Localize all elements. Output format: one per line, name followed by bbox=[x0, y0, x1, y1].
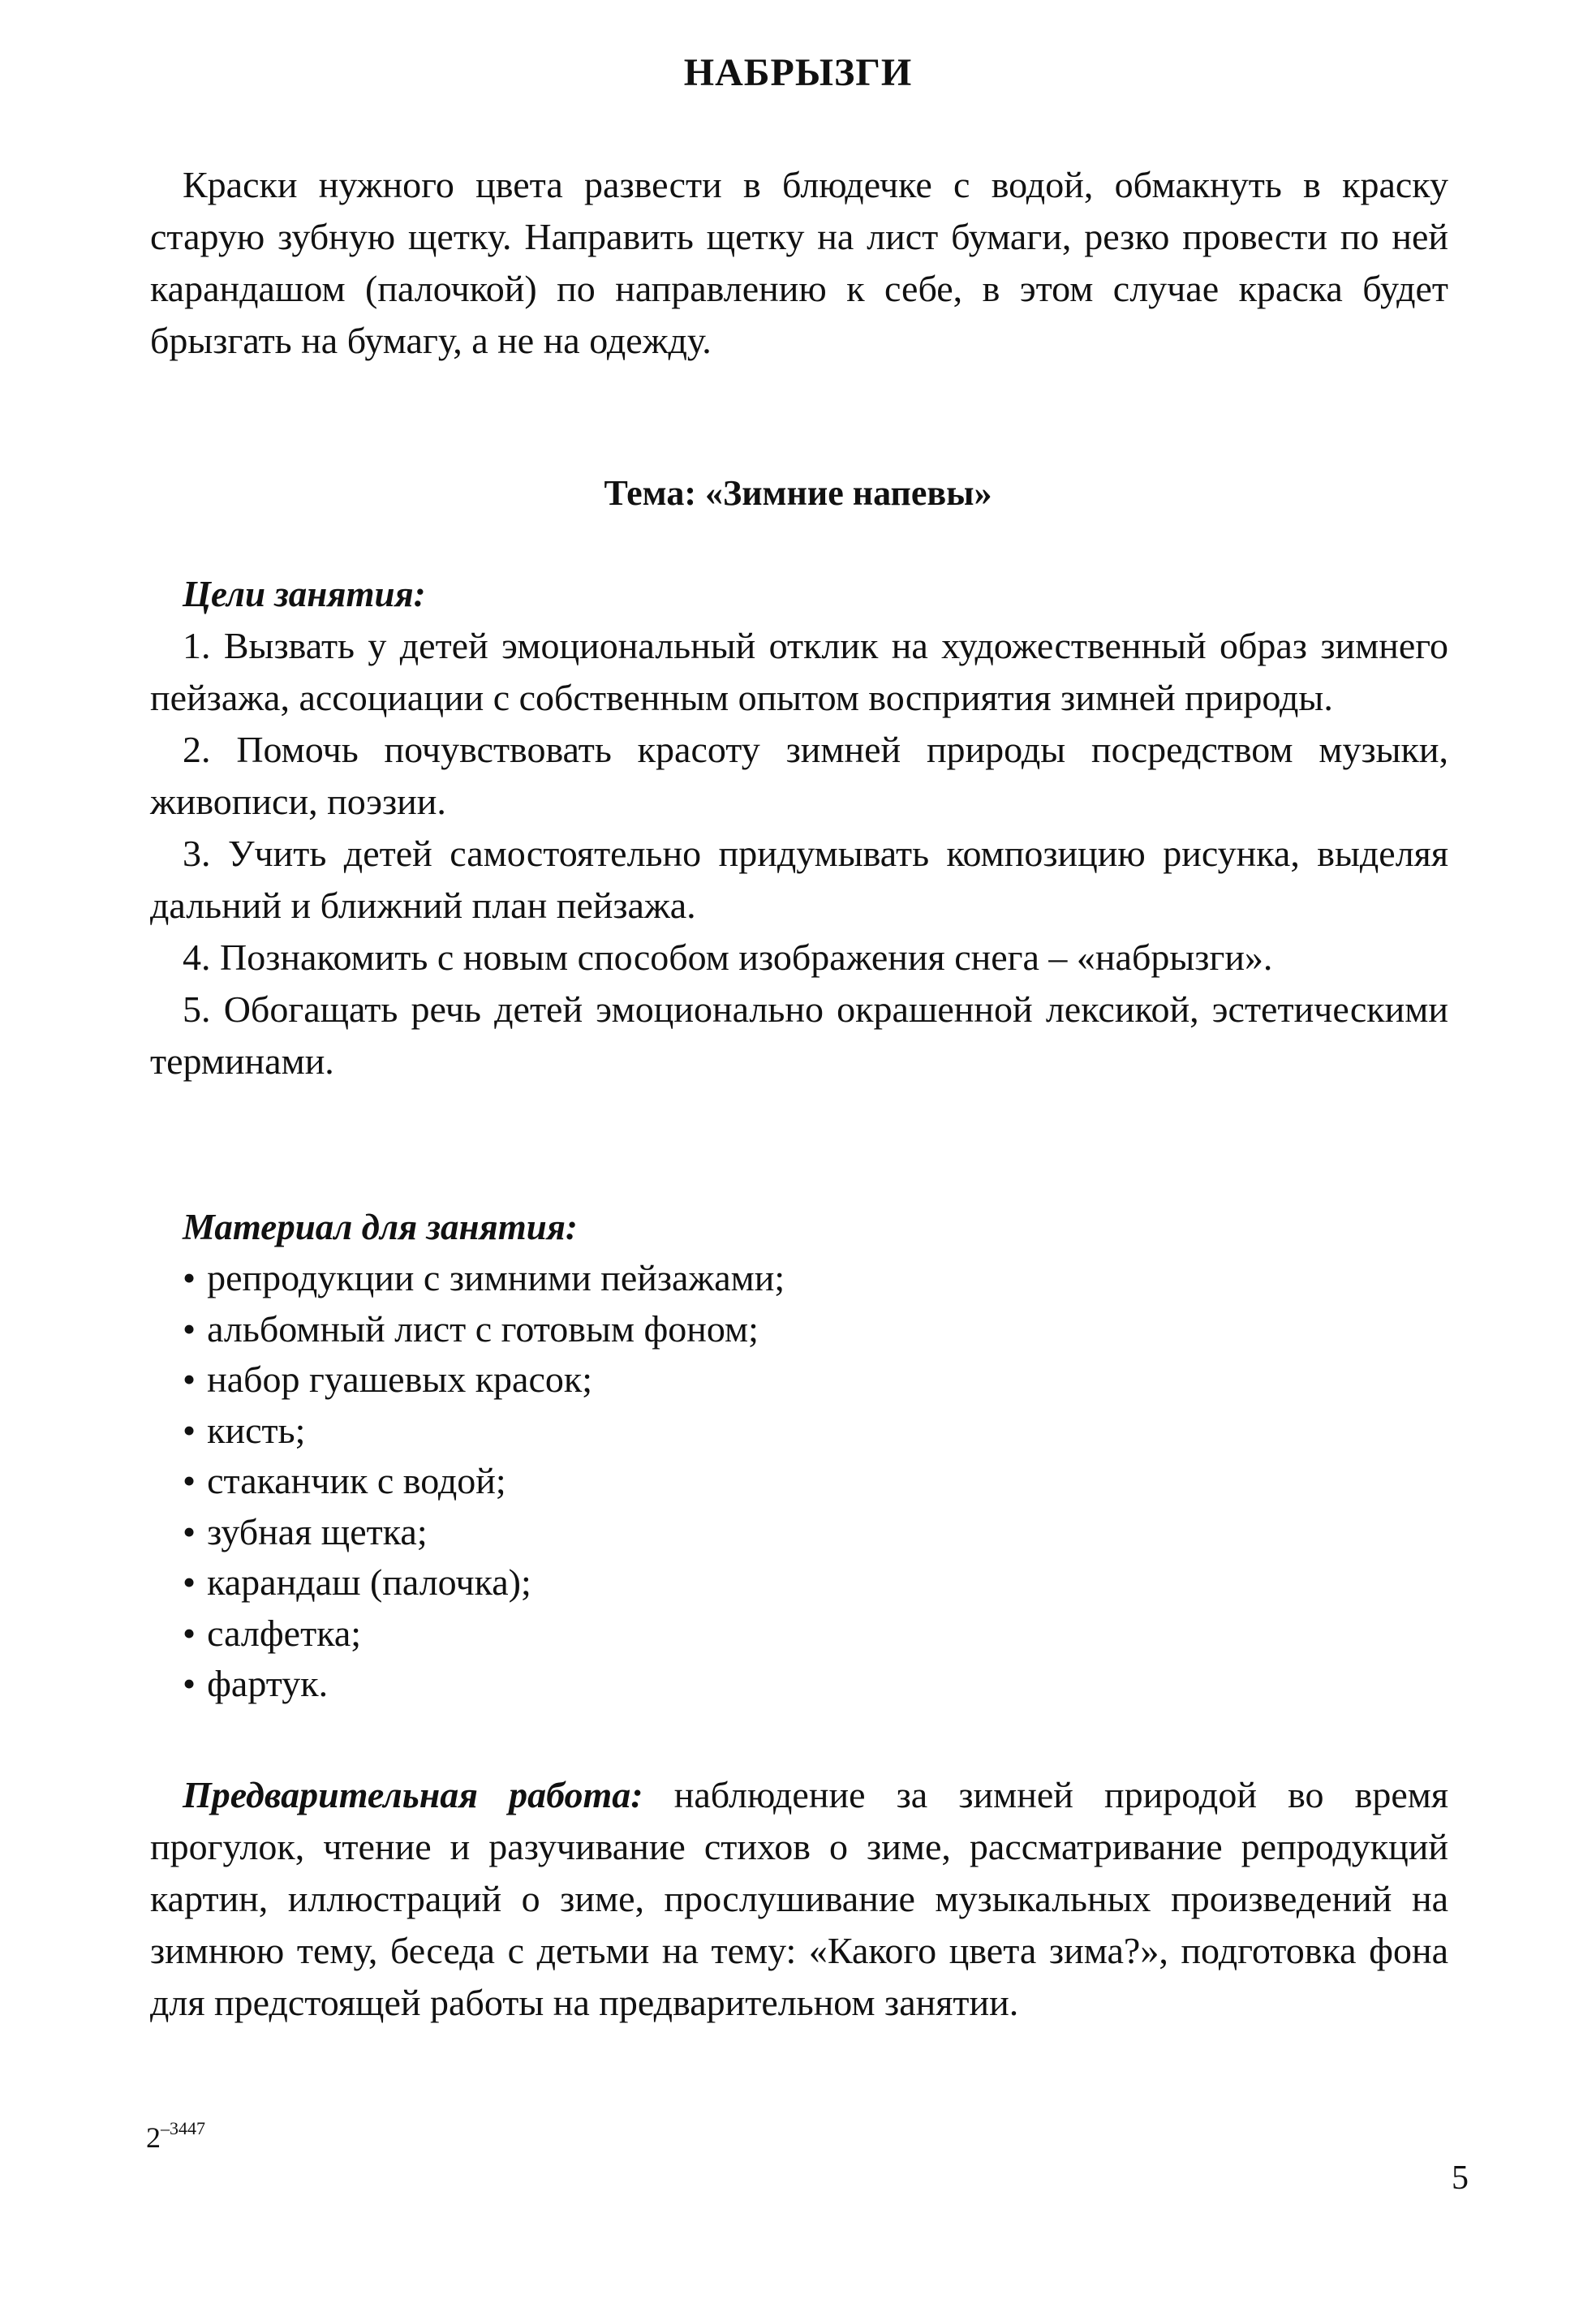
preliminary-label: Предварительная работа: bbox=[183, 1774, 643, 1815]
signature-number: 2 bbox=[146, 2121, 161, 2154]
list-item bbox=[150, 1354, 1448, 1406]
list-item-text: карандаш (палочка); bbox=[207, 1561, 531, 1603]
signature-code: –3447 bbox=[161, 2118, 205, 2138]
bullet-icon: • bbox=[183, 1460, 196, 1501]
list-item bbox=[150, 1659, 1448, 1710]
intro-paragraph: Краски нужного цвета развести в блюдечке с водой, обмакнуть в краску старую зубную щетку. Направить щетку на лист бумаги, резко провести по ней карандашом (палочкой) по направлению к себе, в этом случае краска будет брызгать на бумагу, а не на одежду. bbox=[150, 164, 1448, 361]
goals-label: Цели занятия: bbox=[183, 574, 426, 614]
bullet-icon: • bbox=[183, 1561, 196, 1603]
list-item bbox=[150, 1406, 1448, 1457]
list-item bbox=[150, 1253, 1448, 1304]
goal-item: 4. Познакомить с новым способом изображения снега – «набрызги». bbox=[183, 937, 1273, 978]
list-item-text: салфетка; bbox=[207, 1612, 362, 1654]
list-item-text: кисть; bbox=[207, 1409, 306, 1451]
list-item-text: репродукции с зимними пейзажами; bbox=[207, 1257, 785, 1298]
list-item-text: фартук. bbox=[207, 1663, 329, 1704]
preliminary-paragraph bbox=[150, 1769, 1448, 2029]
goal-item: 3. Учить детей самостоятельно придумывать композицию рисунка, выделяя дальний и ближний план пейзажа. bbox=[150, 833, 1448, 926]
list-item bbox=[150, 1608, 1448, 1660]
goal-item: 5. Обогащать речь детей эмоционально окрашенной лексикой, эстетическими терминами. bbox=[150, 988, 1448, 1082]
preliminary-text: наблюдение за зимней природой во время прогулок, чтение и разучивание стихов о зиме, рассматривание репродукций картин, иллюстраций о зиме, прослушивание музыкальных произведений на зимнюю тему, беседа с детьми на тему: «Какого цвета зима?», подготовка фона для предстоящей работы на предварительном занятии. bbox=[150, 1774, 1449, 2023]
topic-heading: Тема: «Зимние напевы» bbox=[604, 473, 992, 513]
materials-list bbox=[150, 1253, 1448, 1710]
goal-item: 1. Вызвать у детей эмоциональный отклик на художественный образ зимнего пейзажа, ассоциации с собственным опытом восприятия зимней природы. bbox=[150, 625, 1448, 718]
materials-label: Материал для занятия: bbox=[183, 1207, 578, 1247]
bullet-icon: • bbox=[183, 1663, 196, 1704]
list-item-text: стаканчик с водой; bbox=[207, 1460, 506, 1501]
page-number: 5 bbox=[1452, 2159, 1469, 2197]
intro-section bbox=[150, 159, 1448, 367]
bullet-icon: • bbox=[183, 1612, 196, 1654]
list-item bbox=[150, 1456, 1448, 1507]
materials-section bbox=[150, 1201, 1448, 1710]
bullet-icon: • bbox=[183, 1409, 196, 1451]
bullet-icon: • bbox=[183, 1307, 196, 1350]
list-item bbox=[150, 1507, 1448, 1558]
preliminary-section bbox=[150, 1769, 1448, 2029]
bullet-icon: • bbox=[183, 1510, 196, 1552]
list-item-text: альбомный лист с готовым фоном; bbox=[207, 1307, 759, 1350]
page-title: НАБРЫЗГИ bbox=[683, 51, 913, 94]
goal-item: 2. Помочь почувствовать красоту зимней природы посредством музыки, живописи, поэзии. bbox=[150, 729, 1448, 822]
goals-section bbox=[150, 568, 1448, 1087]
bullet-icon: • bbox=[183, 1359, 196, 1400]
list-item-text: зубная щетка; bbox=[207, 1510, 428, 1552]
printer-signature bbox=[146, 2118, 205, 2155]
bullet-icon: • bbox=[183, 1257, 196, 1298]
list-item bbox=[150, 1557, 1448, 1608]
list-item-text: набор гуашевых красок; bbox=[207, 1359, 593, 1400]
list-item bbox=[150, 1304, 1448, 1355]
